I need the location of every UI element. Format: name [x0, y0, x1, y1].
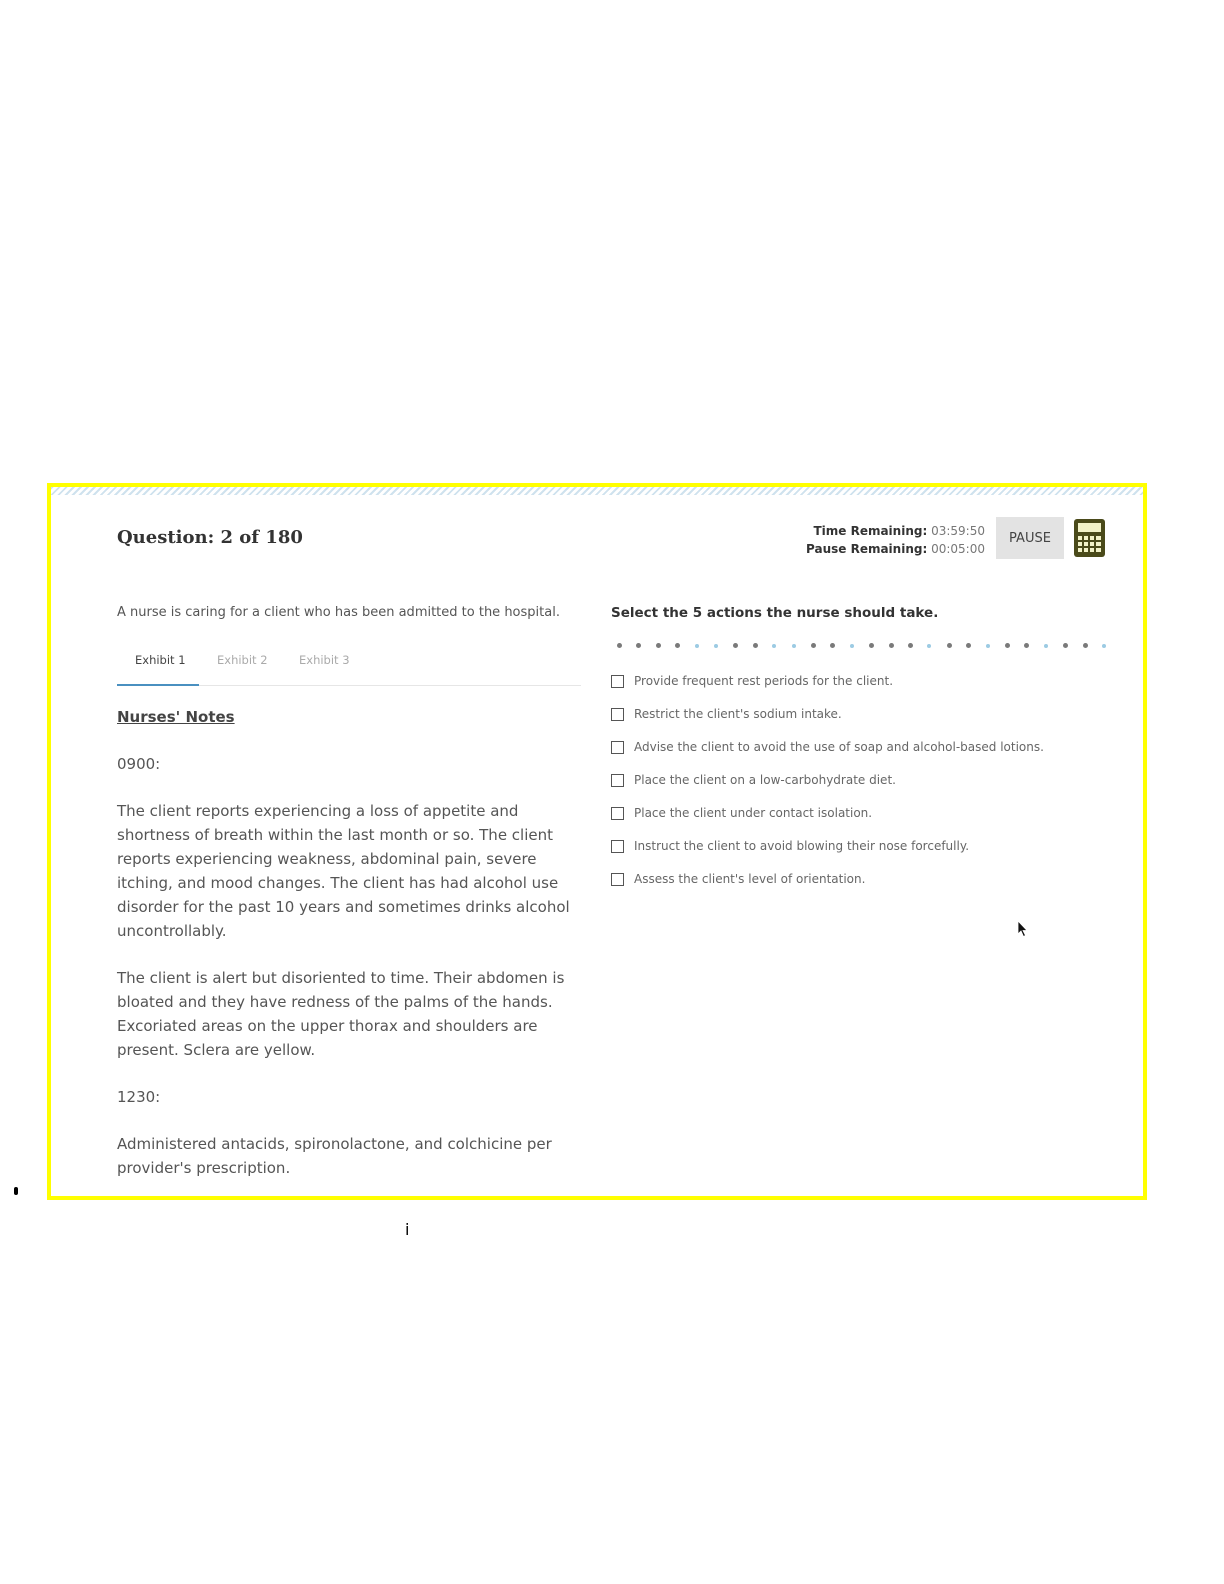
progress-dot [753, 643, 758, 648]
tab-exhibit-3[interactable]: Exhibit 3 [299, 653, 350, 667]
checkbox[interactable] [611, 774, 624, 787]
progress-dot [636, 643, 641, 648]
calculator-icon[interactable] [1073, 518, 1106, 558]
answer-option[interactable] [611, 839, 1044, 872]
pause-remaining [806, 540, 985, 558]
checkbox[interactable] [611, 840, 624, 853]
stray-mark-text: i [405, 1220, 410, 1239]
progress-dot [617, 643, 622, 648]
answer-option[interactable] [611, 872, 1044, 905]
checkbox[interactable] [611, 873, 624, 886]
progress-dot [908, 643, 913, 648]
progress-dot [811, 643, 816, 648]
active-tab-indicator [117, 684, 199, 686]
progress-dot [966, 643, 971, 648]
notes-paragraph: Administered antacids, spironolactone, and colchicine per provider's prescription. [117, 1135, 552, 1177]
time-remaining [806, 522, 985, 540]
progress-dot [1024, 643, 1029, 648]
answer-option[interactable] [611, 674, 1044, 707]
option-label: Advise the client to avoid the use of soap and alcohol-based lotions. [634, 740, 1044, 754]
option-label: Instruct the client to avoid blowing their nose forcefully. [634, 839, 970, 853]
progress-dot [1102, 644, 1106, 648]
option-label: Assess the client's level of orientation. [634, 872, 866, 886]
tab-exhibit-2[interactable]: Exhibit 2 [217, 653, 268, 667]
progress-dots [617, 642, 1111, 650]
progress-dot [850, 644, 854, 648]
progress-dot [1083, 643, 1088, 648]
notes-paragraph: The client reports experiencing a loss of appetite and shortness of breath within the last month or so. The client reports experiencing weakness, abdominal pain, severe itching, and mood changes. The client has had alcohol use disorder for the past 10 years and sometimes drinks alcohol uncontrollably. [117, 802, 570, 940]
notes-time-0900: 0900: [117, 755, 161, 773]
progress-dot [986, 644, 990, 648]
progress-dot [772, 644, 776, 648]
pause-button[interactable]: PAUSE [996, 517, 1064, 559]
notes-time-1230: 1230: [117, 1088, 161, 1106]
answer-option[interactable] [611, 806, 1044, 839]
checkbox[interactable] [611, 741, 624, 754]
progress-dot [733, 643, 738, 648]
progress-dot [1063, 643, 1068, 648]
notes-paragraph: The client is alert but disoriented to time. Their abdomen is bloated and they have redness of the palms of the hands. Excoriated areas on the upper thorax and shoulders are present. Sclera are yellow. [117, 969, 565, 1059]
progress-dot [927, 644, 931, 648]
progress-dot [947, 643, 952, 648]
option-label: Provide frequent rest periods for the client. [634, 674, 894, 688]
answer-option[interactable] [611, 740, 1044, 773]
progress-dot [830, 643, 835, 648]
progress-dot [675, 643, 680, 648]
checkbox[interactable] [611, 807, 624, 820]
pause-remaining-value: 00:05:00 [931, 542, 985, 556]
progress-dot [869, 643, 874, 648]
tab-exhibit-1[interactable]: Exhibit 1 [135, 653, 186, 667]
time-remaining-value: 03:59:50 [931, 524, 985, 538]
answer-options [611, 674, 1044, 905]
progress-dot [714, 644, 718, 648]
progress-dot [1044, 644, 1048, 648]
nurses-notes [117, 705, 577, 1200]
pause-remaining-label: Pause Remaining: [806, 542, 928, 556]
progress-dot [792, 644, 796, 648]
option-label: Restrict the client's sodium intake. [634, 707, 842, 721]
mouse-cursor-icon [1017, 920, 1029, 938]
stray-mark [14, 1187, 18, 1195]
checkbox[interactable] [611, 675, 624, 688]
option-label: Place the client under contact isolation. [634, 806, 873, 820]
time-remaining-label: Time Remaining: [813, 524, 928, 538]
header-strip [51, 487, 1143, 495]
option-label: Place the client on a low-carbohydrate diet. [634, 773, 896, 787]
exam-window [47, 483, 1147, 1200]
progress-dot [889, 643, 894, 648]
notes-heading: Nurses' Notes [117, 708, 235, 726]
progress-dot [656, 643, 661, 648]
question-counter: Question: 2 of 180 [117, 527, 303, 548]
answer-option[interactable] [611, 773, 1044, 806]
answer-option[interactable] [611, 707, 1044, 740]
timers [806, 522, 985, 558]
question-stem: A nurse is caring for a client who has been admitted to the hospital. [117, 605, 560, 620]
progress-dot [695, 644, 699, 648]
exhibit-tabs [117, 647, 581, 686]
progress-dot [1005, 643, 1010, 648]
question-instruction: Select the 5 actions the nurse should take. [611, 605, 939, 621]
checkbox[interactable] [611, 708, 624, 721]
